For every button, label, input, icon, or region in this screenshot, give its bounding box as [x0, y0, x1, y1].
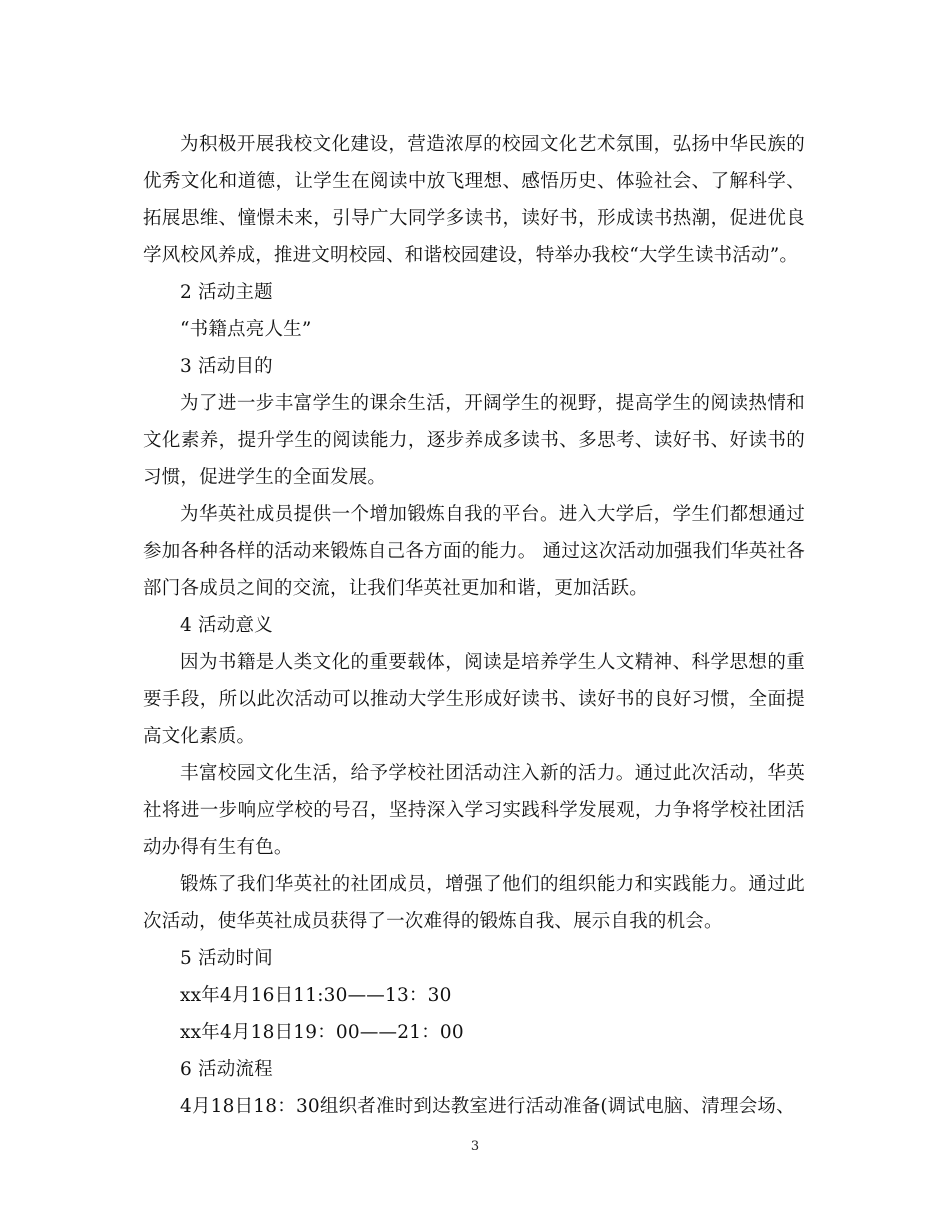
purpose-paragraph-2: 为华英社成员提供一个增加锻炼自我的平台。进入大学后，学生们都想通过参加各种各样的活动来锻炼自己各方面的能力。 通过这次活动加强我们华英社各部门各成员之间的交流，让我们华英社更加和谐，更加活跃。	[143, 504, 805, 599]
section-heading-theme: 2 活动主题	[180, 282, 273, 303]
process-paragraph: 4月18日18：30组织者准时到达教室进行活动准备(调试电脑、清理会场、	[180, 1096, 795, 1117]
time-entry-2: xx年4月18日19：00——21：00	[180, 1022, 464, 1043]
document-body	[143, 126, 805, 1125]
section-heading-purpose: 3 活动目的	[180, 356, 273, 377]
section-heading-process: 6 活动流程	[180, 1059, 273, 1080]
time-entry-1: xx年4月16日11:30——13：30	[180, 985, 452, 1006]
significance-paragraph-2: 丰富校园文化生活，给予学校社团活动注入新的活力。通过此次活动，华英社将进一步响应学校的号召，坚持深入学习实践科学发展观，力争将学校社团活动办得有生有色。	[143, 763, 805, 858]
page-number: 3	[470, 1139, 480, 1154]
section-heading-significance: 4 活动意义	[180, 615, 273, 636]
significance-paragraph-3: 锻炼了我们华英社的社团成员，增强了他们的组织能力和实践能力。通过此次活动，使华英社成员获得了一次难得的锻炼自我、展示自我的机会。	[143, 874, 805, 932]
significance-paragraph-1: 因为书籍是人类文化的重要载体，阅读是培养学生人文精神、科学思想的重要手段，所以此次活动可以推动大学生形成好读书、读好书的良好习惯，全面提高文化素质。	[143, 652, 805, 747]
section-heading-time: 5 活动时间	[180, 948, 273, 969]
purpose-paragraph-1: 为了进一步丰富学生的课余生活，开阔学生的视野，提高学生的阅读热情和文化素养，提升学生的阅读能力，逐步养成多读书、多思考、读好书、好读书的习惯，促进学生的全面发展。	[143, 393, 805, 488]
intro-paragraph: 为积极开展我校文化建设，营造浓厚的校园文化艺术氛围，弘扬中华民族的优秀文化和道德，让学生在阅读中放飞理想、感悟历史、体验社会、了解科学、拓展思维、憧憬未来，引导广大同学多读书，读好书，形成读书热潮，促进优良学风校风养成，推进文明校园、和谐校园建设，特举办我校“大学生读书活动”。	[143, 134, 805, 266]
theme-text: “书籍点亮人生”	[180, 319, 312, 340]
